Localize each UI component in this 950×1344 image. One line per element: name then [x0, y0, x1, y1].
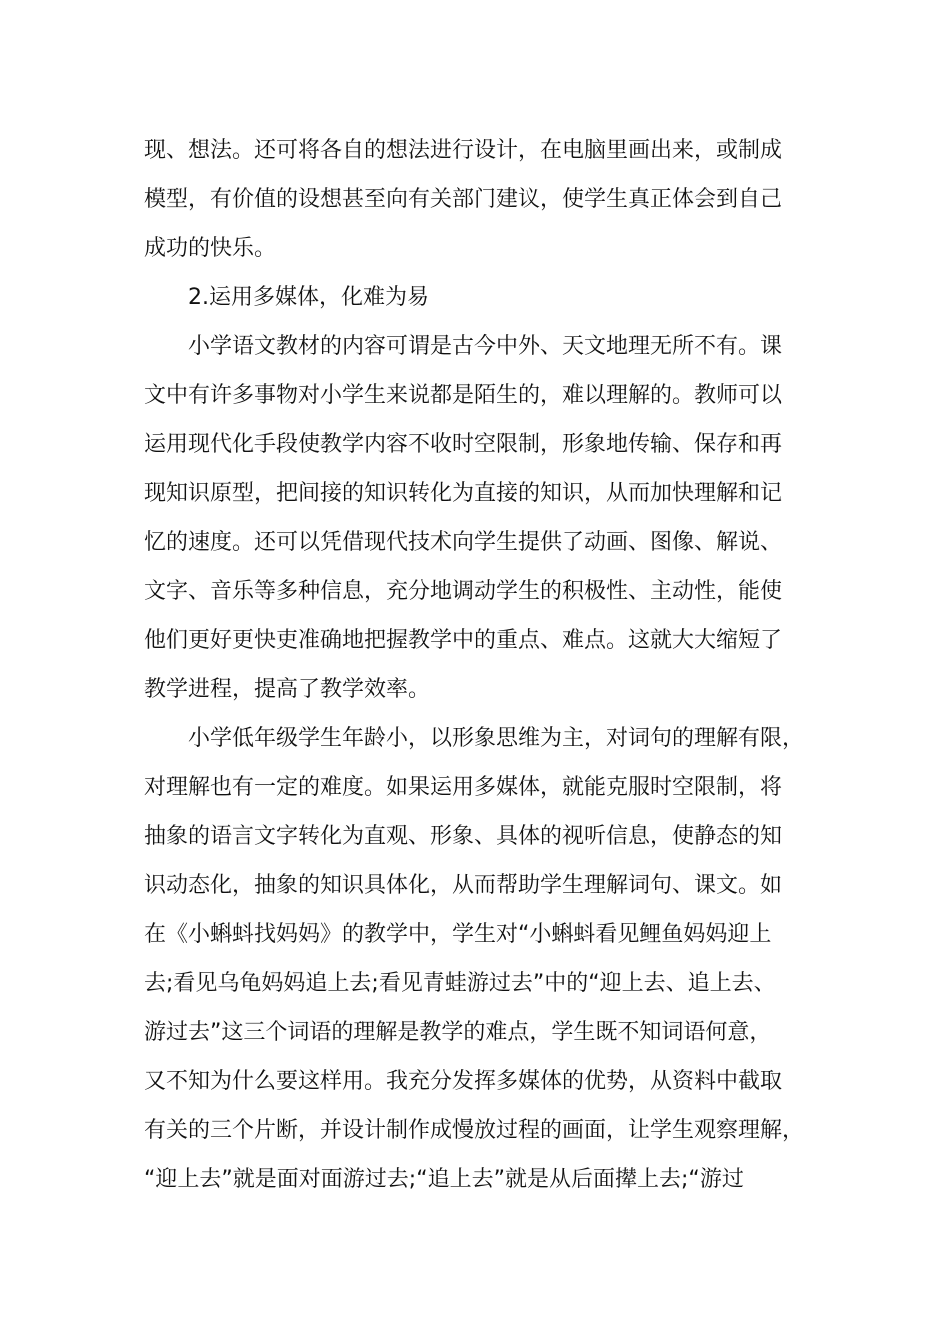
text-line-9: 忆的速度。还可以凭借现代技术向学生提供了动画、图像、解说、 — [144, 530, 783, 555]
text-line-3: 成功的快乐。 — [144, 236, 277, 261]
body-text — [144, 126, 806, 1204]
text-line-13: 小学低年级学生年龄小，以形象思维为主，对词句的理解有限， — [188, 726, 805, 751]
text-line-20: 又不知为什么要这样用。我充分发挥多媒体的优势，从资料中截取 — [144, 1069, 783, 1094]
text-line-2: 模型，有价值的设想甚至向有关部门建议，使学生真正体会到自己 — [144, 187, 783, 212]
text-line-19: 游过去”这三个词语的理解是教学的难点，学生既不知词语何意， — [144, 1020, 772, 1045]
text-line-11: 他们更好更快吏准确地把握教学中的重点、难点。这就大大缩短了 — [144, 628, 783, 653]
text-line-10: 文字、音乐等多种信息，充分地调动学生的积极性、主动性，能使 — [144, 579, 783, 604]
text-line-8: 现知识原型，把间接的知识转化为直接的知识，从而加快理解和记 — [144, 481, 783, 506]
section-heading: 2.运用多媒体，化难为易 — [188, 285, 429, 310]
text-line-12: 教学进程，提高了教学效率。 — [144, 677, 431, 702]
text-line-17: 在《小蝌蚪找妈妈》的教学中，学生对“小蝌蚪看见鲤鱼妈妈迎上 — [144, 922, 772, 947]
text-line-22: “迎上去”就是面对面游过去;“追上去”就是从后面撵上去;“游过 — [144, 1167, 744, 1192]
text-line-21: 有关的三个片断，并设计制作成慢放过程的画面，让学生观察理解， — [144, 1118, 805, 1143]
text-line-16: 识动态化，抽象的知识具体化，从而帮助学生理解词句、课文。如 — [144, 873, 783, 898]
text-line-15: 抽象的语言文字转化为直观、形象、具体的视听信息，使静态的知 — [144, 824, 783, 849]
text-line-18: 去;看见乌龟妈妈追上去;看见青蛙游过去”中的“迎上去、追上去、 — [144, 971, 776, 996]
text-line-14: 对理解也有一定的难度。如果运用多媒体，就能克服时空限制，将 — [144, 775, 783, 800]
text-line-7: 运用现代化手段使教学内容不收时空限制，形象地传输、保存和再 — [144, 432, 783, 457]
text-line-6: 文中有许多事物对小学生来说都是陌生的，难以理解的。教师可以 — [144, 383, 783, 408]
text-line-1: 现、想法。还可将各自的想法进行设计，在电脑里画出来，或制成 — [144, 138, 783, 163]
text-line-5: 小学语文教材的内容可谓是古今中外、天文地理无所不有。课 — [188, 334, 783, 359]
